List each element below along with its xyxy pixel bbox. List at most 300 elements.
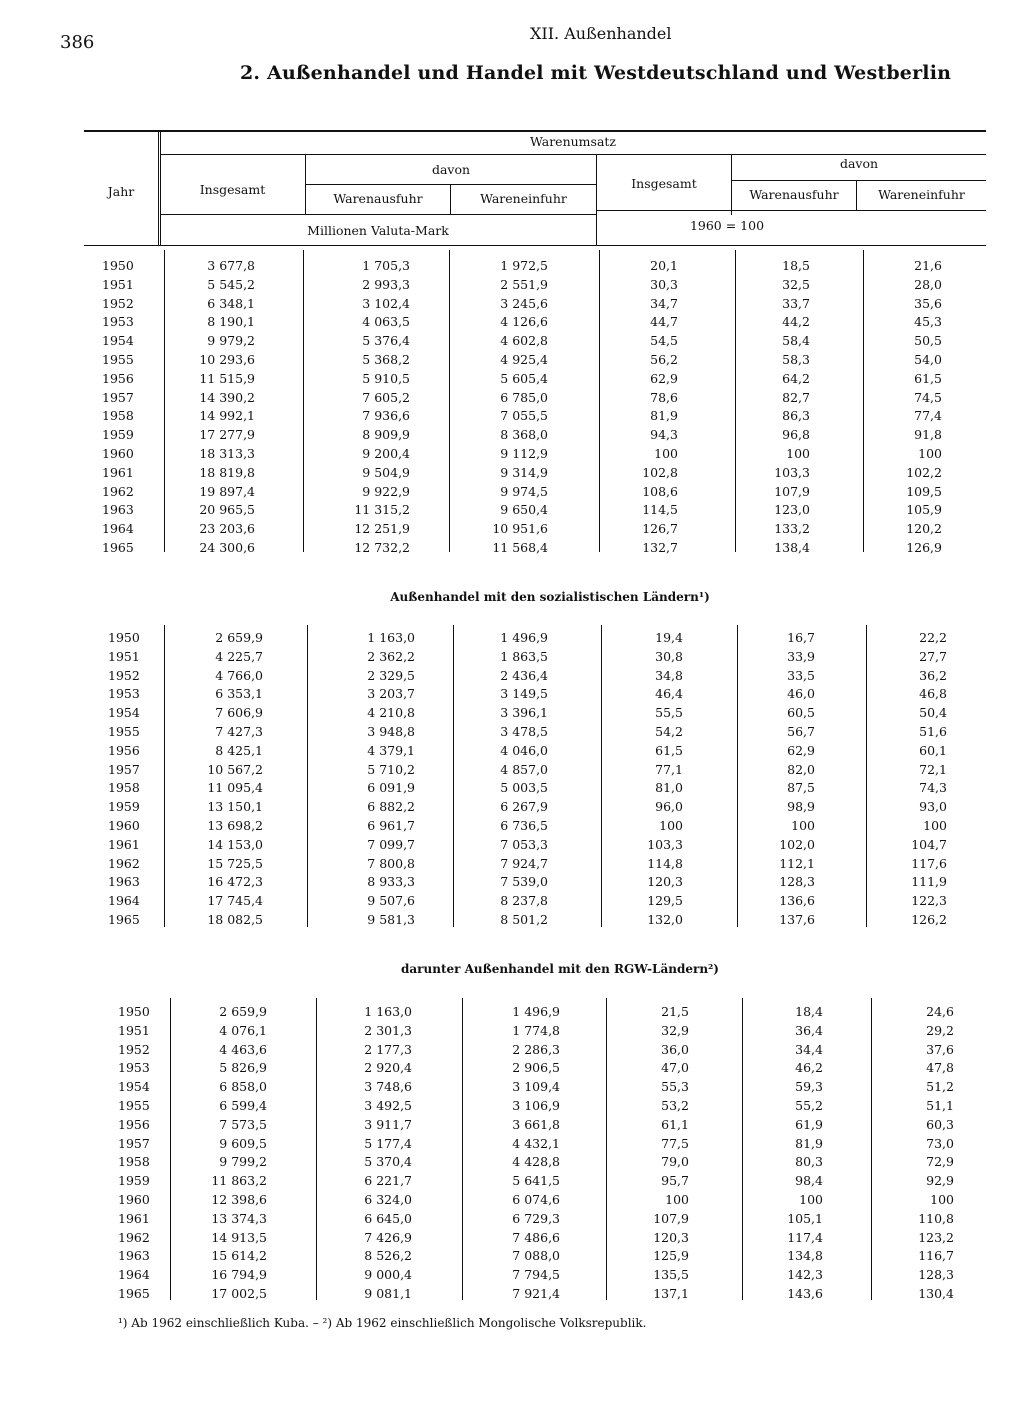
value-cell: 55,2 [795,1098,823,1113]
value-cell: 58,4 [782,333,810,349]
value-cell: 3 245,6 [500,295,548,311]
table-row [0,1172,1024,1190]
value-cell: 77,1 [655,761,683,777]
value-cell: 6 091,9 [367,780,415,796]
value-cell: 72,1 [919,761,947,777]
year-cell: 1951 [102,276,134,292]
value-cell: 54,2 [655,724,683,739]
value-cell: 56,2 [650,352,678,367]
value-cell: 4 766,0 [215,667,263,683]
value-cell: 80,3 [795,1154,823,1170]
value-cell: 56,7 [787,724,815,739]
value-cell: 136,6 [779,893,815,909]
table-row [0,779,1024,797]
value-cell: 37,6 [926,1041,954,1057]
value-cell: 6 729,3 [512,1210,560,1226]
value-cell: 87,5 [787,780,815,796]
year-cell: 1950 [108,630,140,645]
value-cell: 62,9 [787,742,815,758]
section-title-rgw: darunter Außenhandel mit den RGW-Ländern²) [401,962,719,976]
value-cell: 91,8 [914,427,942,443]
value-cell: 17 002,5 [211,1286,267,1301]
year-cell: 1962 [102,483,134,499]
value-cell: 17 277,9 [199,427,255,443]
table-row [0,483,1024,501]
value-cell: 7 605,2 [362,389,410,405]
value-cell: 12 398,6 [211,1192,267,1207]
value-cell: 28,0 [914,276,942,292]
value-cell: 108,6 [642,483,678,499]
value-cell: 98,4 [795,1173,823,1189]
table-row [0,257,1024,275]
value-cell: 100 [659,818,683,833]
value-cell: 14 992,1 [199,408,255,424]
value-cell: 7 539,0 [500,874,548,890]
table-row [0,911,1024,929]
value-cell: 5 826,9 [219,1060,267,1076]
value-cell: 4 432,1 [512,1135,560,1151]
year-cell: 1959 [108,799,140,815]
year-cell: 1962 [118,1229,150,1245]
value-cell: 45,3 [914,314,942,330]
value-cell: 5 376,4 [362,333,410,349]
value-cell: 36,4 [795,1022,823,1038]
value-cell: 35,6 [914,295,942,311]
value-cell: 2 177,3 [364,1041,412,1057]
value-cell: 27,7 [919,648,947,664]
top-rule [84,130,986,132]
unit-right: 1960 = 100 [689,218,765,233]
value-cell: 100 [654,446,678,461]
table-row [0,464,1024,482]
value-cell: 3 109,4 [512,1079,560,1095]
value-cell: 6 324,0 [364,1192,412,1207]
value-cell: 55,5 [655,705,683,721]
value-cell: 60,1 [919,742,947,758]
value-cell: 9 974,5 [500,483,548,499]
rule-under-davon-abs [306,184,596,185]
value-cell: 9 922,9 [362,483,410,499]
value-cell: 130,4 [918,1286,954,1301]
value-cell: 128,3 [918,1267,954,1283]
value-cell: 44,2 [782,314,810,330]
table-row [0,855,1024,873]
year-cell: 1960 [108,818,140,833]
value-cell: 92,9 [926,1173,954,1189]
table-row [0,351,1024,369]
value-cell: 9 650,4 [500,502,548,518]
value-cell: 2 906,5 [512,1060,560,1076]
table-row [0,1285,1024,1303]
value-cell: 18 819,8 [199,464,255,480]
table-row [0,648,1024,666]
value-cell: 4 428,8 [512,1154,560,1170]
value-cell: 46,8 [919,686,947,702]
year-cell: 1964 [118,1267,150,1283]
value-cell: 5 710,2 [367,761,415,777]
value-cell: 46,4 [655,686,683,702]
value-cell: 46,0 [787,686,815,702]
year-cell: 1965 [102,540,134,555]
table-row [0,370,1024,388]
value-cell: 6 348,1 [207,295,255,311]
value-cell: 32,9 [661,1022,689,1038]
year-cell: 1965 [118,1286,150,1301]
year-cell: 1954 [108,705,140,721]
value-cell: 54,0 [914,352,942,367]
value-cell: 94,3 [650,427,678,443]
rule-under-davon-idx [732,180,986,181]
value-cell: 6 645,0 [364,1210,412,1226]
value-cell: 3 492,5 [364,1098,412,1113]
header-insgesamt-idx: Insgesamt [631,176,697,191]
value-cell: 33,5 [787,667,815,683]
year-cell: 1951 [118,1022,150,1038]
value-cell: 11 515,9 [199,370,255,386]
value-cell: 13 698,2 [207,818,263,833]
value-cell: 4 379,1 [367,742,415,758]
header-davon-abs: davon [431,162,471,177]
value-cell: 100 [665,1192,689,1207]
value-cell: 5 177,4 [364,1135,412,1151]
value-cell: 47,0 [661,1060,689,1076]
value-cell: 126,7 [642,521,678,537]
value-cell: 34,8 [655,667,683,683]
table-row [0,1247,1024,1265]
value-cell: 23 203,6 [199,521,255,537]
value-cell: 7 088,0 [512,1248,560,1264]
value-cell: 93,0 [919,799,947,815]
value-cell: 13 150,1 [207,799,263,815]
year-cell: 1954 [118,1079,150,1095]
year-cell: 1965 [108,912,140,927]
table-row [0,1003,1024,1021]
value-cell: 100 [786,446,810,461]
year-cell: 1963 [118,1248,150,1264]
value-cell: 100 [930,1192,954,1207]
value-cell: 120,3 [653,1229,689,1245]
year-cell: 1956 [118,1116,150,1132]
value-cell: 8 190,1 [207,314,255,330]
rule-under-warenumsatz [160,154,986,155]
value-cell: 18 082,5 [207,912,263,927]
year-cell: 1961 [102,464,134,480]
value-cell: 20,1 [650,258,678,273]
value-cell: 4 076,1 [219,1022,267,1038]
value-cell: 1 496,9 [512,1004,560,1019]
year-cell: 1954 [102,333,134,349]
year-cell: 1963 [108,874,140,890]
value-cell: 96,8 [782,427,810,443]
value-cell: 125,9 [653,1248,689,1264]
value-cell: 2 436,4 [500,667,548,683]
value-cell: 9 200,4 [362,446,410,461]
value-cell: 10 951,6 [492,521,548,537]
table-row [0,1116,1024,1134]
value-cell: 74,3 [919,780,947,796]
value-cell: 5 370,4 [364,1154,412,1170]
year-cell: 1957 [118,1135,150,1151]
year-cell: 1957 [102,389,134,405]
value-cell: 100 [923,818,947,833]
value-cell: 2 659,9 [219,1004,267,1019]
value-cell: 5 545,2 [207,276,255,292]
value-cell: 30,3 [650,276,678,292]
value-cell: 10 567,2 [207,761,263,777]
value-cell: 7 427,3 [215,724,263,739]
value-cell: 15 725,5 [207,855,263,871]
value-cell: 82,7 [782,389,810,405]
value-cell: 7 800,8 [367,855,415,871]
table-row [0,892,1024,910]
value-cell: 4 602,8 [500,333,548,349]
table-row [0,407,1024,425]
table-row [0,1097,1024,1115]
value-cell: 61,1 [661,1116,689,1132]
table-row [0,1229,1024,1247]
header-einfuhr-abs: Wareneinfuhr [480,191,567,206]
value-cell: 44,7 [650,314,678,330]
value-cell: 60,5 [787,705,815,721]
value-cell: 7 606,9 [215,705,263,721]
value-cell: 14 913,5 [211,1229,267,1245]
table-row [0,629,1024,647]
header-ausfuhr-idx: Warenausfuhr [749,187,839,202]
value-cell: 32,5 [782,276,810,292]
value-cell: 61,9 [795,1116,823,1132]
value-cell: 2 993,3 [362,276,410,292]
value-cell: 6 599,4 [219,1098,267,1113]
table-row [0,426,1024,444]
value-cell: 6 882,2 [367,799,415,815]
value-cell: 5 910,5 [362,370,410,386]
value-cell: 9 609,5 [219,1135,267,1151]
value-cell: 6 785,0 [500,389,548,405]
value-cell: 64,2 [782,370,810,386]
value-cell: 1 163,0 [364,1004,412,1019]
value-cell: 3 661,8 [512,1116,560,1132]
table-row [0,389,1024,407]
chapter-title: XII. Außenhandel [530,24,672,43]
value-cell: 3 677,8 [207,258,255,273]
value-cell: 103,3 [647,836,683,852]
value-cell: 112,1 [779,855,815,871]
value-cell: 2 659,9 [215,630,263,645]
value-cell: 3 149,5 [500,686,548,702]
value-cell: 3 911,7 [364,1116,412,1132]
value-cell: 126,2 [911,912,947,927]
header-einfuhr-idx: Wareneinfuhr [878,187,965,202]
value-cell: 51,1 [926,1098,954,1113]
value-cell: 137,6 [779,912,815,927]
value-cell: 6 353,1 [215,686,263,702]
value-cell: 11 095,4 [207,780,263,796]
value-cell: 2 329,5 [367,667,415,683]
value-cell: 15 614,2 [211,1248,267,1264]
value-cell: 36,0 [661,1041,689,1057]
value-cell: 51,6 [919,724,947,739]
value-cell: 8 909,9 [362,427,410,443]
header-bottom-rule [84,245,986,246]
value-cell: 117,6 [911,855,947,871]
value-cell: 6 221,7 [364,1173,412,1189]
table-row [0,685,1024,703]
year-cell: 1956 [108,742,140,758]
table-row [0,276,1024,294]
header-year: Jahr [107,184,135,199]
value-cell: 73,0 [926,1135,954,1151]
value-cell: 24,6 [926,1004,954,1019]
value-cell: 7 486,6 [512,1229,560,1245]
value-cell: 105,1 [787,1210,823,1226]
value-cell: 58,3 [782,352,810,367]
value-cell: 34,7 [650,295,678,311]
value-cell: 8 933,3 [367,874,415,890]
table-row [0,313,1024,331]
table-row [0,817,1024,835]
table-row [0,873,1024,891]
value-cell: 117,4 [787,1229,823,1245]
value-cell: 9 581,3 [367,912,415,927]
value-cell: 33,9 [787,648,815,664]
value-cell: 109,5 [906,483,942,499]
table-row [0,332,1024,350]
table-row [0,1135,1024,1153]
value-cell: 9 799,2 [219,1154,267,1170]
value-cell: 95,7 [661,1173,689,1189]
year-cell: 1952 [108,667,140,683]
value-cell: 126,9 [906,540,942,555]
year-cell: 1952 [118,1041,150,1057]
value-cell: 3 102,4 [362,295,410,311]
value-cell: 6 858,0 [219,1079,267,1095]
year-cell: 1956 [102,370,134,386]
value-cell: 7 924,7 [500,855,548,871]
value-cell: 12 251,9 [354,521,410,537]
value-cell: 62,9 [650,370,678,386]
value-cell: 50,5 [914,333,942,349]
value-cell: 81,9 [795,1135,823,1151]
value-cell: 20 965,5 [199,502,255,518]
value-cell: 19,4 [655,630,683,645]
value-cell: 102,8 [642,464,678,480]
value-cell: 7 099,7 [367,836,415,852]
table-row [0,1210,1024,1228]
table-row [0,1059,1024,1077]
value-cell: 74,5 [914,389,942,405]
year-cell: 1953 [108,686,140,702]
page-number: 386 [60,32,95,53]
table-row [0,1041,1024,1059]
year-cell: 1953 [118,1060,150,1076]
value-cell: 19 897,4 [199,483,255,499]
value-cell: 5 368,2 [362,352,410,367]
value-cell: 7 055,5 [500,408,548,424]
value-cell: 114,5 [642,502,678,518]
value-cell: 29,2 [926,1022,954,1038]
value-cell: 1 774,8 [512,1022,560,1038]
value-cell: 133,2 [774,521,810,537]
year-cell: 1961 [118,1210,150,1226]
value-cell: 143,6 [787,1286,823,1301]
value-cell: 128,3 [779,874,815,890]
year-cell: 1955 [102,352,134,367]
value-cell: 30,8 [655,648,683,664]
year-cell: 1951 [108,648,140,664]
value-cell: 4 463,6 [219,1041,267,1057]
value-cell: 16,7 [787,630,815,645]
value-cell: 2 920,4 [364,1060,412,1076]
value-cell: 13 374,3 [211,1210,267,1226]
table-row [0,667,1024,685]
year-cell: 1958 [118,1154,150,1170]
value-cell: 6 267,9 [500,799,548,815]
value-cell: 3 396,1 [500,705,548,721]
value-cell: 3 203,7 [367,686,415,702]
value-cell: 5 605,4 [500,370,548,386]
value-cell: 129,5 [647,893,683,909]
value-cell: 116,7 [918,1248,954,1264]
value-cell: 120,3 [647,874,683,890]
year-cell: 1959 [118,1173,150,1189]
value-cell: 16 472,3 [207,874,263,890]
value-cell: 79,0 [661,1154,689,1170]
value-cell: 82,0 [787,761,815,777]
value-cell: 8 425,1 [215,742,263,758]
value-cell: 59,3 [795,1079,823,1095]
value-cell: 4 857,0 [500,761,548,777]
value-cell: 53,2 [661,1098,689,1113]
value-cell: 6 961,7 [367,818,415,833]
year-cell: 1950 [118,1004,150,1019]
table-title: 2. Außenhandel und Handel mit Westdeutschland und Westberlin [240,62,952,84]
value-cell: 123,0 [774,502,810,518]
value-cell: 3 948,8 [367,724,415,739]
table-row [0,1153,1024,1171]
value-cell: 21,6 [914,258,942,273]
value-cell: 107,9 [774,483,810,499]
value-cell: 5 003,5 [500,780,548,796]
value-cell: 102,0 [779,836,815,852]
value-cell: 4 046,0 [500,742,548,758]
value-cell: 4 063,5 [362,314,410,330]
value-cell: 12 732,2 [354,540,410,555]
value-cell: 100 [791,818,815,833]
value-cell: 5 641,5 [512,1173,560,1189]
value-cell: 33,7 [782,295,810,311]
value-cell: 3 478,5 [500,724,548,739]
value-cell: 142,3 [787,1267,823,1283]
value-cell: 8 368,0 [500,427,548,443]
unit-left: Millionen Valuta-Mark [307,223,449,238]
value-cell: 17 745,4 [207,893,263,909]
value-cell: 111,9 [911,874,947,890]
value-cell: 81,0 [655,780,683,796]
table-row [0,761,1024,779]
value-cell: 9 504,9 [362,464,410,480]
value-cell: 123,2 [918,1229,954,1245]
value-cell: 86,3 [782,408,810,424]
value-cell: 7 053,3 [500,836,548,852]
value-cell: 61,5 [655,742,683,758]
year-cell: 1964 [102,521,134,537]
value-cell: 50,4 [919,705,947,721]
value-cell: 100 [799,1192,823,1207]
value-cell: 4 210,8 [367,705,415,721]
value-cell: 107,9 [653,1210,689,1226]
rule-above-unit-left [160,214,596,215]
header-warenumsatz: Warenumsatz [529,134,617,149]
